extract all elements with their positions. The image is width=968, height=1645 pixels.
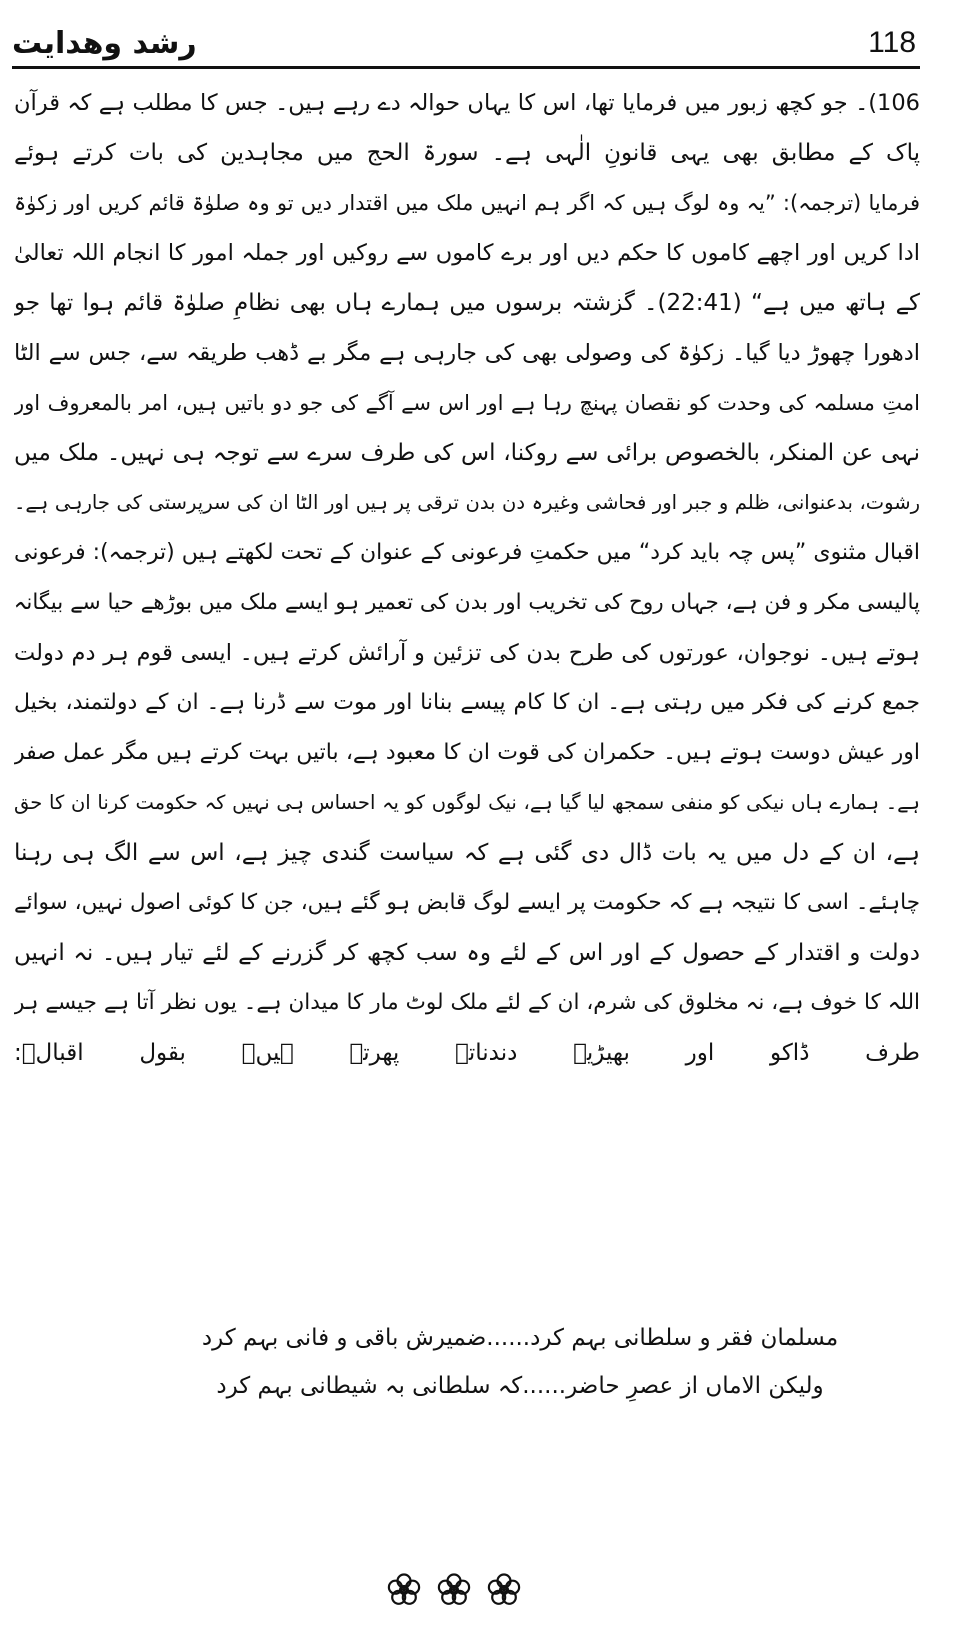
verse-line: ولیکن الاماں از عصرِ حاضر......کہ سلطانی بہ شیطانی بہم کرد: [216, 1373, 824, 1399]
verse-line: مسلمان فقر و سلطانی بہم کرد......ضمیرش باقی و فانی بہم کرد: [201, 1325, 839, 1351]
text-line: 106)۔ جو کچھ زبور میں فرمایا تھا، اس کا یہاں حوالہ دے رہے ہیں۔ جس کا مطلب ہے کہ قرآن: [14, 90, 920, 116]
text-line: ادا کریں اور اچھے کاموں کا حکم دیں اور برے کاموں سے روکیں اور جملہ امور کا انجام اللہ تعالیٰ: [14, 240, 920, 266]
book-title: رشد وھدایت: [12, 26, 197, 61]
text-line: فرمایا (ترجمہ): ”یہ وہ لوگ ہیں کہ اگر ہم انہیں ملک میں اقتدار دیں تو وہ صلوٰۃ قائم کریں اور زکوٰۃ: [14, 191, 920, 215]
text-line: ہوتے ہیں۔ نوجوان، عورتوں کی طرح بدن کی تزئین و آرائش کرتے ہیں۔ ایسی قوم ہر دم دولت: [14, 640, 920, 666]
text-line: اللہ کا خوف ہے، نہ مخلوق کی شرم، ان کے لئے ملک لوٹ مار کا میدان ہے۔ یوں نظر آتا ہے جیسے ہر: [14, 990, 920, 1015]
text-line: اقبال مثنوی ”پس چہ باید کرد“ میں حکمتِ فرعونی کے عنوان کے تحت لکھتے ہیں (ترجمہ): فرعونی: [14, 540, 920, 565]
text-line: رشوت، بدعنوانی، ظلم و جبر اور فحاشی وغیرہ دن بدن ترقی پر ہیں اور الٹا ان کی سرپرستی کی جارہی ہے۔: [14, 491, 920, 514]
poetry-verses: [150, 1314, 890, 1410]
text-line: جمع کرنے کی فکر میں رہتی ہے۔ ان کا کام پیسے بنانا اور موت سے ڈرنا ہے۔ ان کے دولتمند، بخیل: [14, 690, 920, 715]
text-line: امتِ مسلمہ کی وحدت کو نقصان پہنچ رہا ہے اور اس سے آگے کی جو دو باتیں ہیں، امر بالمعروف اور: [14, 391, 920, 415]
text-line: اور عیش دوست ہوتے ہیں۔ حکمران کی قوت ان کا معبود ہے، باتیں بہت کرتے ہیں مگر عمل صفر: [14, 740, 920, 765]
text-line: پاک کے مطابق بھی یہی قانونِ الٰہی ہے۔ سورۃ الحج میں مجاہدین کی بات کرتے ہوئے: [14, 140, 920, 166]
flower-ornament-icon: [484, 1570, 524, 1610]
text-line: نہی عن المنکر، بالخصوص برائی سے روکنا، اس کی طرف سرے سے توجہ ہی نہیں۔ ملک میں: [14, 440, 920, 466]
text-line: پالیسی مکر و فن ہے، جہاں روح کی تخریب اور بدن کی تعمیر ہو ایسے ملک میں بوڑھے حیا سے بیگانہ: [14, 590, 920, 615]
flower-ornament-icon: [434, 1570, 474, 1610]
text-line: ادھورا چھوڑ دیا گیا۔ زکوٰۃ کی وصولی بھی کی جارہی ہے مگر بے ڈھب طریقہ سے، جس سے الٹا: [14, 340, 920, 366]
text-line: چاہئے۔ اسی کا نتیجہ ہے کہ حکومت پر ایسے لوگ قابض ہو گئے ہیں، جن کا کوئی اصول نہیں، سوائے: [14, 890, 920, 915]
text-line: ہے۔ ہمارے ہاں نیکی کو منفی سمجھ لیا گیا ہے، نیک لوگوں کو یہ احساس ہی نہیں کہ حکومت کرنا ان کا حق: [14, 791, 920, 814]
body-text: [14, 78, 920, 1078]
text-line: طرف ڈاکو اور بھیڑیے دندناتے پھرتے ہیں۔ بقول اقبالؒ:: [14, 1040, 920, 1066]
page-header: [12, 22, 920, 66]
header-divider: [12, 66, 920, 69]
end-ornament: [384, 1568, 524, 1612]
flower-ornament-icon: [384, 1570, 424, 1610]
page-number: 118: [868, 26, 916, 59]
text-line: ہے، ان کے دل میں یہ بات ڈال دی گئی ہے کہ سیاست گندی چیز ہے، اس سے الگ ہی رہنا: [14, 840, 920, 866]
text-line: دولت و اقتدار کے حصول کے اور اس کے لئے وہ سب کچھ کر گزرنے کے لئے تیار ہیں۔ نہ انہیں: [14, 940, 920, 966]
text-line: کے ہاتھ میں ہے“ (22:41)۔ گزشتہ برسوں میں ہمارے ہاں بھی نظامِ صلوٰۃ قائم ہوا تھا جو: [14, 290, 920, 316]
